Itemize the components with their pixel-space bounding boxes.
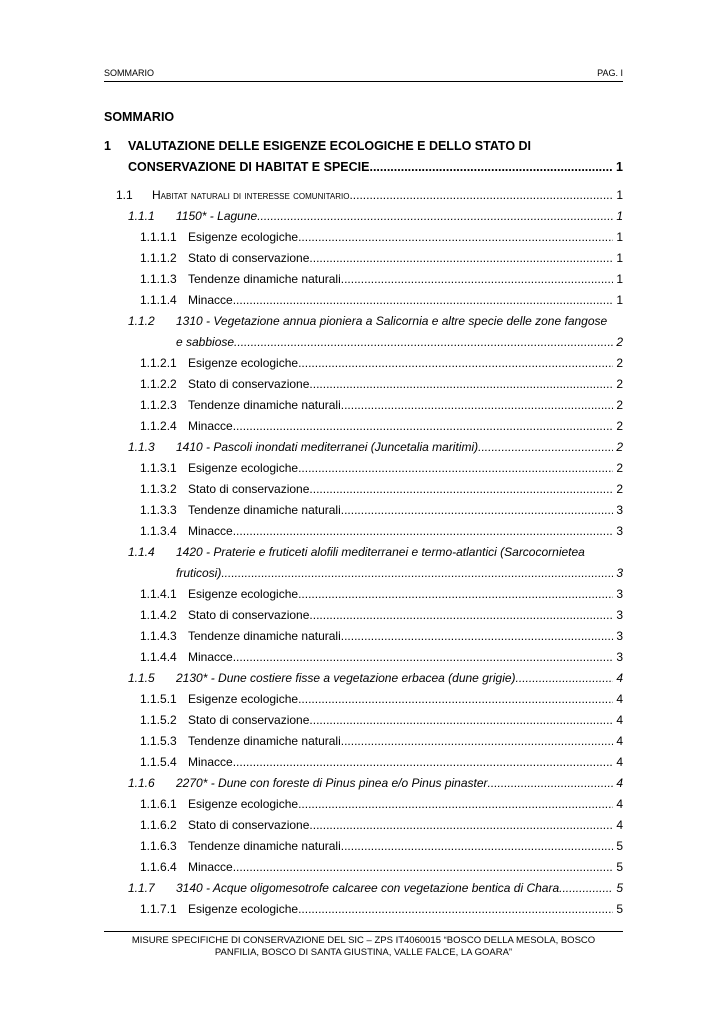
toc-entry-page: 3 <box>616 608 623 622</box>
toc-entry-label: Tendenze dinamiche naturali <box>188 272 341 286</box>
toc-entry-number: 1.1.4.1 <box>140 587 177 601</box>
toc-entry[interactable] <box>104 292 623 308</box>
toc-entry-page: 4 <box>616 734 623 748</box>
toc-entry-label: Tendenze dinamiche naturali <box>188 503 341 517</box>
toc-entry-page: 3 <box>616 524 623 538</box>
toc-section-page: 1 <box>616 188 623 202</box>
toc-chapter-line1[interactable] <box>104 138 623 154</box>
toc-entry-page: 4 <box>616 671 623 685</box>
toc-entry-number: 1.1.7.1 <box>140 902 177 916</box>
toc-entry-label: 1150* - Lagune <box>176 209 258 223</box>
toc-entry-label-continued: fruticosi) <box>176 566 222 580</box>
toc-entry[interactable] <box>104 439 623 455</box>
toc-entry-label: Esigenze ecologiche <box>188 356 299 370</box>
toc-entry-number: 1.1.2 <box>128 314 155 328</box>
toc-entry-number: 1.1.6 <box>128 776 155 790</box>
toc-entry[interactable] <box>104 271 623 287</box>
toc-entry-number: 1.1.6.3 <box>140 839 177 853</box>
toc-entry-number: 1.1.3 <box>128 440 155 454</box>
toc-entry-page: 2 <box>616 419 623 433</box>
toc-entry-label: Tendenze dinamiche naturali <box>188 839 341 853</box>
toc-entry-label: Esigenze ecologiche <box>188 797 299 811</box>
toc-entry-number: 1.1.5.4 <box>140 755 177 769</box>
toc-entry-label-continued: e sabbiose <box>176 335 235 349</box>
toc-section-label: Habitat naturali di interesse comunitario <box>152 188 350 202</box>
toc-leader <box>298 691 613 707</box>
toc-chapter-title-line2: CONSERVAZIONE DI HABITAT E SPECIE <box>128 160 370 174</box>
toc-entry-page: 5 <box>616 902 623 916</box>
toc-entry-number: 1.1.7 <box>128 881 155 895</box>
footer-rule <box>104 931 623 932</box>
toc-entry-page: 5 <box>616 881 623 895</box>
toc-entry-page: 1 <box>616 251 623 265</box>
toc-entry-number: 1.1.5.2 <box>140 713 177 727</box>
toc-leader <box>341 733 613 749</box>
toc-entry-label: 2130* - Dune costiere fisse a vegetazione erbacea (dune grigie) <box>176 671 516 685</box>
toc-entry-page: 2 <box>616 461 623 475</box>
toc-leader <box>298 460 613 476</box>
toc-entry-page: 2 <box>616 377 623 391</box>
toc-entry[interactable] <box>104 313 623 329</box>
toc-entry[interactable] <box>104 586 623 602</box>
toc-entry[interactable] <box>104 859 623 875</box>
toc-entry[interactable] <box>104 712 623 728</box>
toc-leader <box>478 439 613 455</box>
toc-entry-page: 4 <box>616 713 623 727</box>
toc-entry[interactable] <box>104 754 623 770</box>
toc-entry[interactable] <box>104 397 623 413</box>
toc-entry[interactable] <box>104 775 623 791</box>
toc-leader <box>341 628 613 644</box>
toc-entry-page: 2 <box>616 356 623 370</box>
toc-entry[interactable] <box>104 649 623 665</box>
toc-entry[interactable] <box>104 817 623 833</box>
toc-entry-number: 1.1.2.1 <box>140 356 177 370</box>
toc-entry-page: 2 <box>616 482 623 496</box>
toc-entry-label: Stato di conservazione <box>188 818 310 832</box>
toc-entry-label: Esigenze ecologiche <box>188 587 299 601</box>
toc-leader <box>298 355 613 371</box>
toc-leader <box>298 229 613 245</box>
toc-entry-number: 1.1.1 <box>128 209 155 223</box>
toc-entry-number: 1.1.1.1 <box>140 230 177 244</box>
toc-leader <box>233 292 613 308</box>
toc-entry-label: Minacce <box>188 419 233 433</box>
toc-entry[interactable] <box>104 880 623 896</box>
toc-entry-page: 4 <box>616 776 623 790</box>
toc-leader <box>233 859 613 875</box>
header-left: SOMMARIO <box>104 68 155 78</box>
toc-leader <box>298 901 613 917</box>
toc-entry[interactable] <box>104 691 623 707</box>
toc-leader <box>298 796 613 812</box>
toc-leader <box>257 208 613 224</box>
toc-entry[interactable] <box>104 796 623 812</box>
toc-entry-number: 1.1.3.3 <box>140 503 177 517</box>
toc-entry[interactable] <box>104 460 623 476</box>
toc-entry-label: Stato di conservazione <box>188 482 310 496</box>
toc-chapter-line2[interactable] <box>104 159 623 175</box>
toc-entry-number: 1.1.6.1 <box>140 797 177 811</box>
toc-leader <box>488 775 613 791</box>
toc-entry[interactable] <box>104 628 623 644</box>
toc-entry-number: 1.1.4.4 <box>140 650 177 664</box>
toc-entry-label: Tendenze dinamiche naturali <box>188 398 341 412</box>
toc-chapter-page: 1 <box>616 160 623 174</box>
toc-entry-page: 2 <box>616 335 623 349</box>
toc-entry-label: Esigenze ecologiche <box>188 902 299 916</box>
toc-entry-number: 1.1.6.4 <box>140 860 177 874</box>
toc-entry-page: 1 <box>616 209 623 223</box>
toc-entry[interactable] <box>104 607 623 623</box>
toc-chapter-number: 1 <box>104 139 111 153</box>
toc-entry[interactable] <box>104 355 623 371</box>
toc-entry[interactable] <box>104 733 623 749</box>
toc-entry-page: 3 <box>616 650 623 664</box>
toc-entry-page: 4 <box>616 755 623 769</box>
toc-leader <box>309 817 613 833</box>
toc-leader <box>234 334 613 350</box>
toc-entry-label: Minacce <box>188 755 233 769</box>
toc-entry[interactable] <box>104 418 623 434</box>
toc-leader <box>516 670 613 686</box>
toc-leader <box>349 187 613 203</box>
toc-entry-continuation[interactable] <box>104 565 623 581</box>
toc-leader <box>309 376 613 392</box>
toc-entry[interactable] <box>104 670 623 686</box>
toc-leader <box>369 159 613 175</box>
footer-line1: MISURE SPECIFICHE DI CONSERVAZIONE DEL SIC – ZPS IT4060015 “BOSCO DELLA MESOLA, BOSCO <box>131 935 596 946</box>
toc-entry[interactable] <box>104 544 623 560</box>
toc-entry-label: Minacce <box>188 524 233 538</box>
toc-entry[interactable] <box>104 481 623 497</box>
toc-entry-number: 1.1.6.2 <box>140 818 177 832</box>
toc-entry-label: 2270* - Dune con foreste di Pinus pinea e/o Pinus pinaster <box>176 776 488 790</box>
toc-entry[interactable] <box>104 229 623 245</box>
toc-entry-label: 1410 - Pascoli inondati mediterranei (Juncetalia maritimi) <box>176 440 479 454</box>
toc-leader <box>298 586 613 602</box>
toc-entry[interactable] <box>104 376 623 392</box>
toc-entry-number: 1.1.2.2 <box>140 377 177 391</box>
toc-entry-page: 3 <box>616 629 623 643</box>
toc-entry-label: Stato di conservazione <box>188 713 310 727</box>
toc-entry-label: Tendenze dinamiche naturali <box>188 629 341 643</box>
toc-leader <box>341 502 613 518</box>
toc-entry-number: 1.1.2.4 <box>140 419 177 433</box>
toc-entry-page: 5 <box>616 860 623 874</box>
toc-entry-label: Stato di conservazione <box>188 608 310 622</box>
header-page-number: PAG. I <box>597 68 623 78</box>
toc-entry-page: 4 <box>616 692 623 706</box>
toc-entry-number: 1.1.4.2 <box>140 608 177 622</box>
toc-entry-page: 2 <box>616 440 623 454</box>
toc-entry-label: 1310 - Vegetazione annua pioniera a Salicornia e altre specie delle zone fangose <box>176 314 608 328</box>
toc-entry-label: Minacce <box>188 293 233 307</box>
toc-leader <box>233 754 613 770</box>
toc-entry-page: 3 <box>616 587 623 601</box>
toc-leader <box>309 250 613 266</box>
toc-entry-label: Esigenze ecologiche <box>188 461 299 475</box>
toc-entry[interactable] <box>104 901 623 917</box>
toc-leader <box>233 649 613 665</box>
toc-entry-number: 1.1.1.3 <box>140 272 177 286</box>
toc-leader <box>341 397 613 413</box>
toc-entry-number: 1.1.5 <box>128 671 155 685</box>
toc-entry-continuation[interactable] <box>104 334 623 350</box>
toc-entry-page: 4 <box>616 818 623 832</box>
header-rule <box>104 81 623 82</box>
toc-leader <box>309 712 613 728</box>
toc-leader <box>233 418 613 434</box>
toc-leader <box>559 880 613 896</box>
toc-entry-label: Esigenze ecologiche <box>188 230 299 244</box>
toc-leader <box>341 271 613 287</box>
toc-entry-number: 1.1.4.3 <box>140 629 177 643</box>
toc-entry-page: 2 <box>616 398 623 412</box>
toc-leader <box>221 565 613 581</box>
toc-entry-label: Minacce <box>188 650 233 664</box>
toc-entry[interactable] <box>104 502 623 518</box>
toc-entry[interactable] <box>104 838 623 854</box>
toc-entry-page: 1 <box>616 230 623 244</box>
toc-leader <box>309 481 613 497</box>
toc-entry-page: 3 <box>616 503 623 517</box>
page-title: SOMMARIO <box>104 110 175 124</box>
toc-entry-label: Tendenze dinamiche naturali <box>188 734 341 748</box>
toc-entry-label: 3140 - Acque oligomesotrofe calcaree con vegetazione bentica di Chara <box>176 881 560 895</box>
toc-leader <box>309 607 613 623</box>
toc-entry-label: Stato di conservazione <box>188 251 310 265</box>
footer-line2: PANFILIA, BOSCO DI SANTA GIUSTINA, VALLE FALCE, LA GOARA” <box>214 947 513 958</box>
toc-entry-number: 1.1.2.3 <box>140 398 177 412</box>
toc-entry-label: Esigenze ecologiche <box>188 692 299 706</box>
toc-entry-label: Stato di conservazione <box>188 377 310 391</box>
toc-chapter-title-line1: VALUTAZIONE DELLE ESIGENZE ECOLOGICHE E DELLO STATO DI <box>128 139 532 153</box>
toc-leader <box>341 838 613 854</box>
toc-entry-number: 1.1.5.1 <box>140 692 177 706</box>
toc-entry[interactable] <box>104 523 623 539</box>
toc-entry-page: 5 <box>616 839 623 853</box>
toc-entry-number: 1.1.3.1 <box>140 461 177 475</box>
toc-entry-label: Minacce <box>188 860 233 874</box>
toc-entry-label: 1420 - Praterie e fruticeti alofili mediterranei e termo-atlantici (Sarcocornietea <box>176 545 585 559</box>
toc-section-number: 1.1 <box>116 188 133 202</box>
toc-entry-page: 1 <box>616 293 623 307</box>
toc-entry-number: 1.1.1.4 <box>140 293 177 307</box>
toc-entry-number: 1.1.4 <box>128 545 155 559</box>
toc-entry-page: 3 <box>616 566 623 580</box>
toc-entry-page: 4 <box>616 797 623 811</box>
toc-section[interactable] <box>104 187 623 203</box>
toc-entry-page: 1 <box>616 272 623 286</box>
toc-entry-number: 1.1.5.3 <box>140 734 177 748</box>
toc-entry-number: 1.1.3.4 <box>140 524 177 538</box>
page-footer <box>104 935 623 959</box>
toc-entry[interactable] <box>104 250 623 266</box>
toc-entry[interactable] <box>104 208 623 224</box>
toc-leader <box>233 523 613 539</box>
toc-entry-number: 1.1.3.2 <box>140 482 177 496</box>
toc-entry-number: 1.1.1.2 <box>140 251 177 265</box>
